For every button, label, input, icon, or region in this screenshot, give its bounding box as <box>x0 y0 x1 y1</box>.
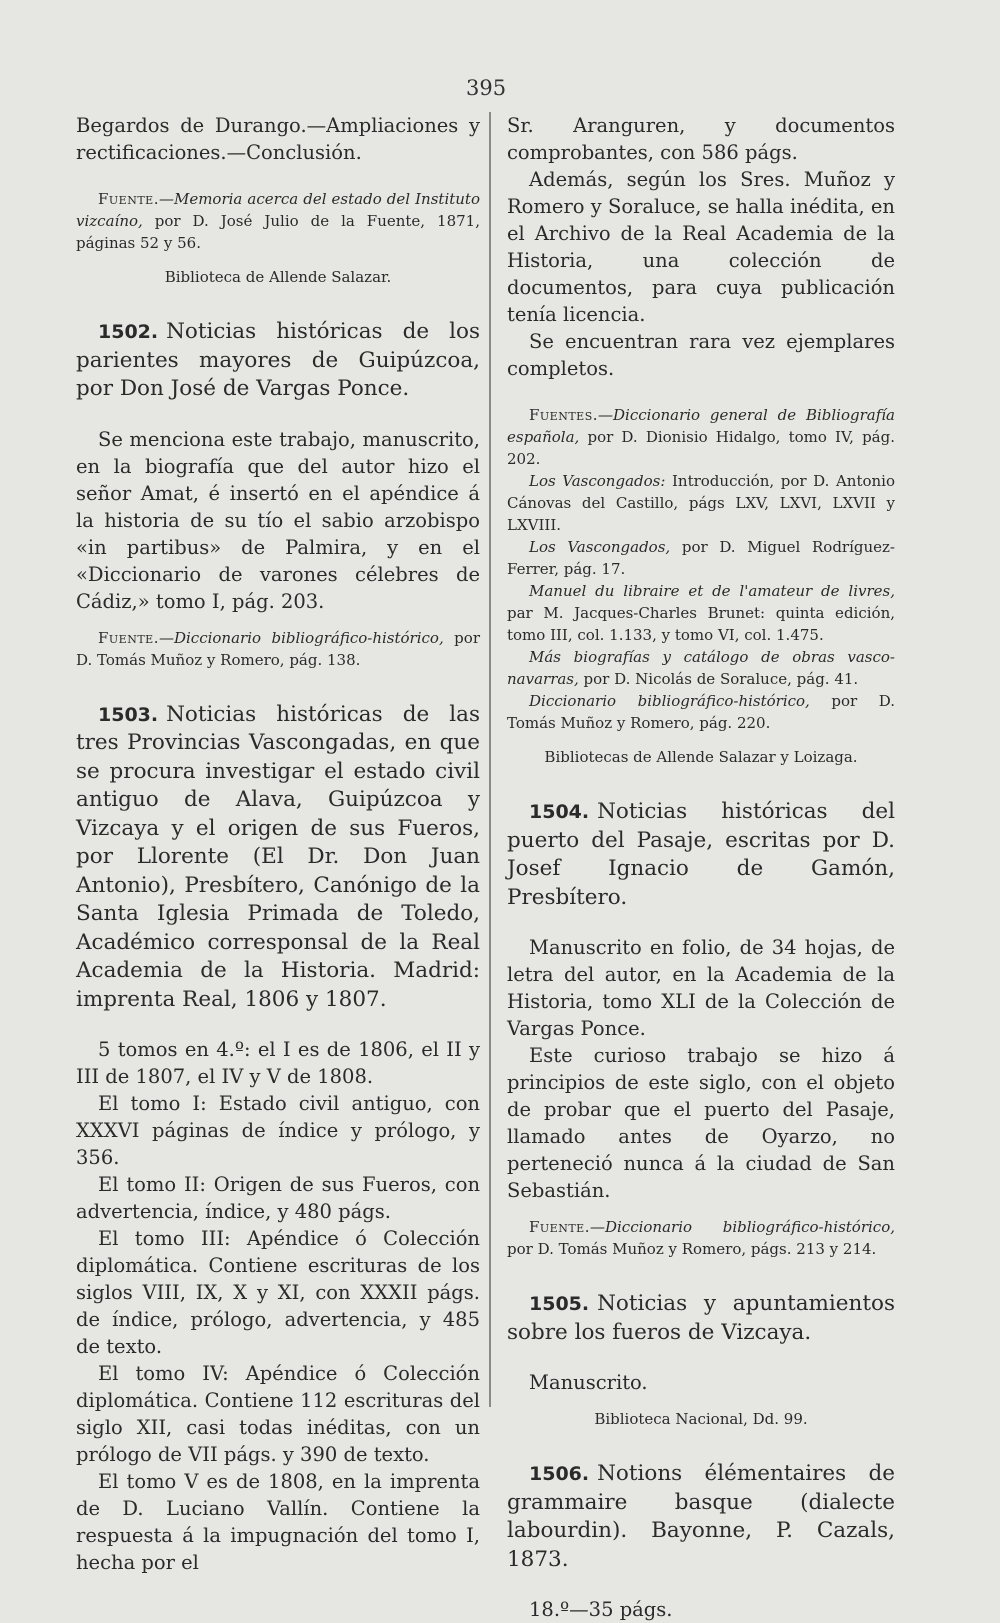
entry-paragraph: 5 tomos en 4.º: el I es de 1806, el II y III de 1807, el IV y V de 1808. <box>76 1038 480 1088</box>
entry-title: Noticias históricas del puerto del Pasaje, escritas por D. Josef Ignacio de Gamón, Presbítero. <box>507 799 895 910</box>
source-label: Fuente. <box>98 190 159 208</box>
source-label: Fuente. <box>98 628 159 647</box>
source-detail: por D. José Julio de la Fuente, 1871, páginas 52 y 56. <box>76 212 480 252</box>
continuation-paragraph: Sr. Aranguren, y documentos comprobantes, con 586 págs. <box>507 114 895 164</box>
right-column <box>507 112 895 1623</box>
source-title: Los Vascongados: <box>529 472 666 490</box>
entry-number: 1505. <box>529 1293 590 1315</box>
library-note: Biblioteca Nacional, Dd. 99. <box>594 1410 808 1428</box>
source-note <box>507 404 895 470</box>
entry-heading <box>76 318 480 404</box>
entry-title: Noticias históricas de las tres Provincias Vascongadas, en que se procura investigar el estado civil antiguo de Alava, Guipúzcoa y Vizcaya y el origen de sus Fueros, por Llorente (El Dr. Don Juan Antonio), Presbítero, Canónigo de la Santa Iglesia Primada de Toledo, Académico corresponsal de la Real Academia de la Historia. Madrid: imprenta Real, 1806 y 1807. <box>76 701 480 1012</box>
source-detail: por D. Miguel Rodríguez-Ferrer, pág. 17. <box>507 538 895 578</box>
source-detail: por D. Nicolás de Soraluce, pág. 41. <box>578 670 859 688</box>
entry-paragraph: El tomo III: Apéndice ó Colección diplomática. Contiene escrituras de los siglos VIII, IX, X y XI, con XXXII págs. de índice, prólogo, advertencia, y 485 de texto. <box>76 1227 480 1358</box>
entry-paragraph: Se menciona este trabajo, manuscrito, en la biografía que del autor hizo el señor Amat, é insertó en el apéndice á la historia de su tío el sabio arzobispo «in partibus» de Palmira, y en el «Diccionario de varones célebres de Cádiz,» tomo I, pág. 203. <box>76 427 480 613</box>
source-title: Manuel du libraire et de l'amateur de livres, <box>529 582 895 600</box>
source-note <box>76 627 480 671</box>
source-label: Fuente. <box>529 1218 590 1236</box>
library-note: Bibliotecas de Allende Salazar y Loizaga. <box>544 748 858 766</box>
entry-paragraph: Se encuentran rara vez ejemplares completos. <box>507 330 895 380</box>
entry-paragraph: El tomo II: Origen de sus Fueros, con advertencia, índice, y 480 págs. <box>76 1173 480 1223</box>
source-note <box>507 646 895 690</box>
page-number: 395 <box>466 76 507 100</box>
entry-title: Noticias y apuntamientos sobre los fueros de Vizcaya. <box>507 1291 895 1345</box>
entry-number: 1506. <box>529 1463 590 1485</box>
entry-paragraph: Este curioso trabajo se hizo á principios de este siglo, con el objeto de probar que el puerto del Pasaje, llamado antes de Oyarzo, no perteneció nunca á la ciudad de San Sebastián. <box>507 1044 895 1202</box>
column-divider <box>489 112 491 1407</box>
source-detail: par M. Jacques-Charles Brunet: quinta edición, tomo III, col. 1.133, y tomo VI, col. 1.475. <box>507 604 895 644</box>
continuation-paragraph: Begardos de Durango.—Ampliaciones y rectificaciones.—Conclusión. <box>76 114 480 164</box>
source-note <box>507 580 895 646</box>
source-detail: por D. Dionisio Hidalgo, tomo IV, pág. 202. <box>507 428 895 468</box>
entry-number: 1503. <box>98 703 159 726</box>
source-title: —Diccionario bibliográfico-histórico, <box>589 1218 895 1236</box>
source-note <box>507 536 895 580</box>
source-note <box>507 470 895 536</box>
entry-number: 1502. <box>98 321 159 343</box>
source-title: —Memoria acerca del estado del Instituto vizcaíno, <box>76 190 480 230</box>
source-title: Los Vascongados, <box>529 538 671 556</box>
source-title: Diccionario bibliográfico-histórico, <box>529 692 810 710</box>
source-detail: por D. Tomás Muñoz y Romero, pág. 138. <box>76 628 480 669</box>
library-note: Biblioteca de Allende Salazar. <box>164 268 392 286</box>
entry-heading <box>507 1460 895 1574</box>
left-column <box>76 112 480 1576</box>
entry-paragraph: 18.º—35 págs. <box>529 1598 673 1621</box>
entry-heading <box>76 701 480 1015</box>
entry-heading <box>507 1290 895 1347</box>
source-title: —Diccionario bibliográfico-histórico, <box>158 628 444 647</box>
source-detail: Introducción, por D. Antonio Cánovas del Castillo, págs LXV, LXVI, LXVII y LXVIII. <box>507 472 896 534</box>
source-note <box>507 1216 895 1260</box>
entry-paragraph: El tomo I: Estado civil antiguo, con XXXVI páginas de índice y prólogo, y 356. <box>76 1092 480 1169</box>
entry-title: Notions élémentaires de grammaire basque (dialecte labourdin). Bayonne, P. Cazals, 1873. <box>507 1461 895 1572</box>
source-title: Más biografías y catálogo de obras vasco-navarras, <box>507 648 895 688</box>
entry-paragraph: Manuscrito en folio, de 34 hojas, de letra del autor, en la Academia de la Historia, tomo XLI de la Colección de Vargas Ponce. <box>507 936 895 1040</box>
source-detail: por D. Tomás Muñoz y Romero, págs. 213 y 214. <box>507 1240 877 1258</box>
source-detail: por D. Tomás Muñoz y Romero, pág. 220. <box>507 692 895 732</box>
entry-number: 1504. <box>529 801 590 823</box>
entry-title: Noticias históricas de los parientes mayores de Guipúzcoa, por Don José de Vargas Ponce. <box>76 319 480 401</box>
source-title: —Diccionario general de Bibliografía española, <box>507 406 895 446</box>
entry-paragraph: El tomo V es de 1808, en la imprenta de D. Luciano Vallín. Contiene la respuesta á la impugnación del tomo I, hecha por el <box>76 1470 480 1574</box>
entry-paragraph: El tomo IV: Apéndice ó Colección diplomática. Contiene 112 escrituras del siglo XII, casi todas inéditas, con un prólogo de VII págs. y 390 de texto. <box>76 1362 480 1466</box>
entry-paragraph: Además, según los Sres. Muñoz y Romero y Soraluce, se halla inédita, en el Archivo de la Real Academia de la Historia, una colección de documentos, para cuya publicación tenía licencia. <box>507 168 895 326</box>
source-note <box>76 188 480 254</box>
entry-paragraph: Manuscrito. <box>529 1371 648 1394</box>
source-label: Fuentes. <box>529 406 599 424</box>
source-note <box>507 690 895 734</box>
entry-heading <box>507 798 895 912</box>
